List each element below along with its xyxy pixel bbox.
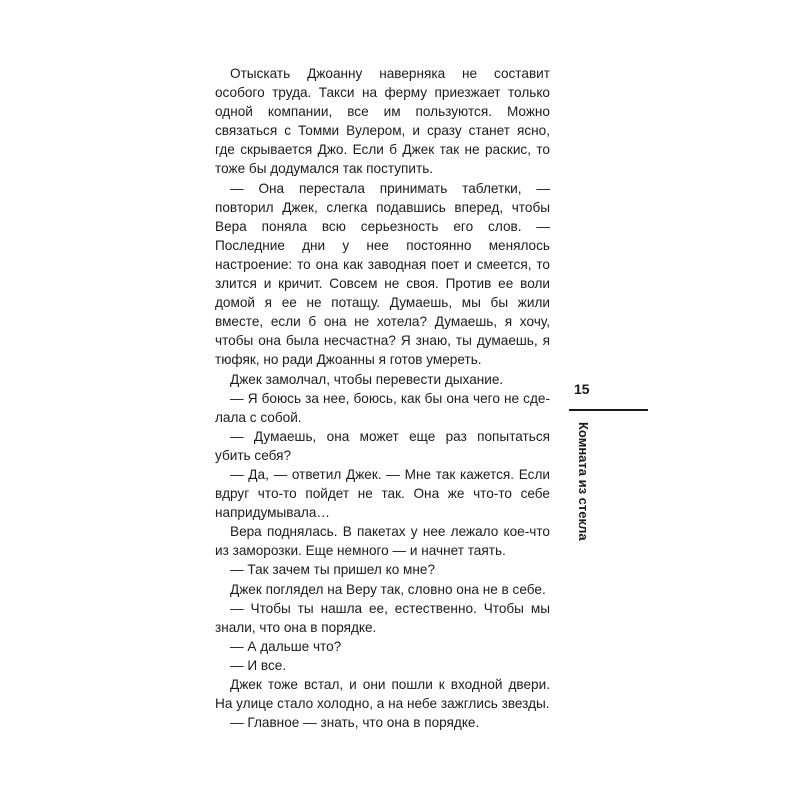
paragraph-7: Вера поднялась. В пакетах у нее лежало кое-что из заморозки. Еще немного — и начнет таять. [215,524,550,559]
paragraph-11: — А дальше что? [230,638,342,654]
paragraph-12: — И все. [230,657,287,673]
page-number-rule [569,409,648,411]
paragraph-10: — Чтобы ты нашла ее, естественно. Чтобы мы знали, что она в порядке. [215,600,550,635]
page-number: 15 [574,381,590,397]
body-text [215,64,550,732]
paragraph-4: — Я боюсь за нее, боюсь, как бы она чего не сделала с собой. [215,390,550,425]
paragraph-8: — Так зачем ты пришел ко мне? [230,562,436,578]
paragraph-14: — Главное — знать, что она в порядке. [230,715,480,731]
paragraph-2: — Она перестала принимать таблетки, — повторил Джек, слегка подавшись вперед, чтобы Вера поняла всю серьезность его слов. — Последние дни у нее постоянно менялось настроение: то она как заводная поет и смеется, то злится и кричит. Совсем не своя. Против ее воли домой я ее не потащу. Думаешь, мы бы жили вместе, если б она не хотела? Думаешь, я хочу, чтобы она была несчастна? Я знаю, ты думаешь, я тюфяк, но ради Джоанны я готов умереть. [215,180,550,368]
paragraph-9: Джек поглядел на Веру так, словно она не в себе. [230,581,546,597]
paragraph-5: — Думаешь, она может еще раз попытаться убить себя? [215,428,550,463]
paragraph-1: Отыскать Джоанну наверняка не составит особого труда. Такси на ферму приезжает только одной компании, все им пользуются. Можно связаться с Томми Вулером, и сразу станет ясно, где скрывается Джо. Если б Джек так не раскис, то тоже бы додумался так поступить. [215,66,550,177]
paragraph-3: Джек замолчал, чтобы перевести дыхание. [230,371,504,387]
paragraph-13: Джек тоже встал, и они пошли к входной двери. На улице стало холодно, а на небе зажглись звезды. [215,677,550,712]
paragraph-6: — Да, — ответил Джек. — Мне так кажется. Если вдруг что-то пойдет не так. Она же что-то себе напридумывала… [215,466,550,521]
running-title: Комната из стекла [576,422,591,541]
